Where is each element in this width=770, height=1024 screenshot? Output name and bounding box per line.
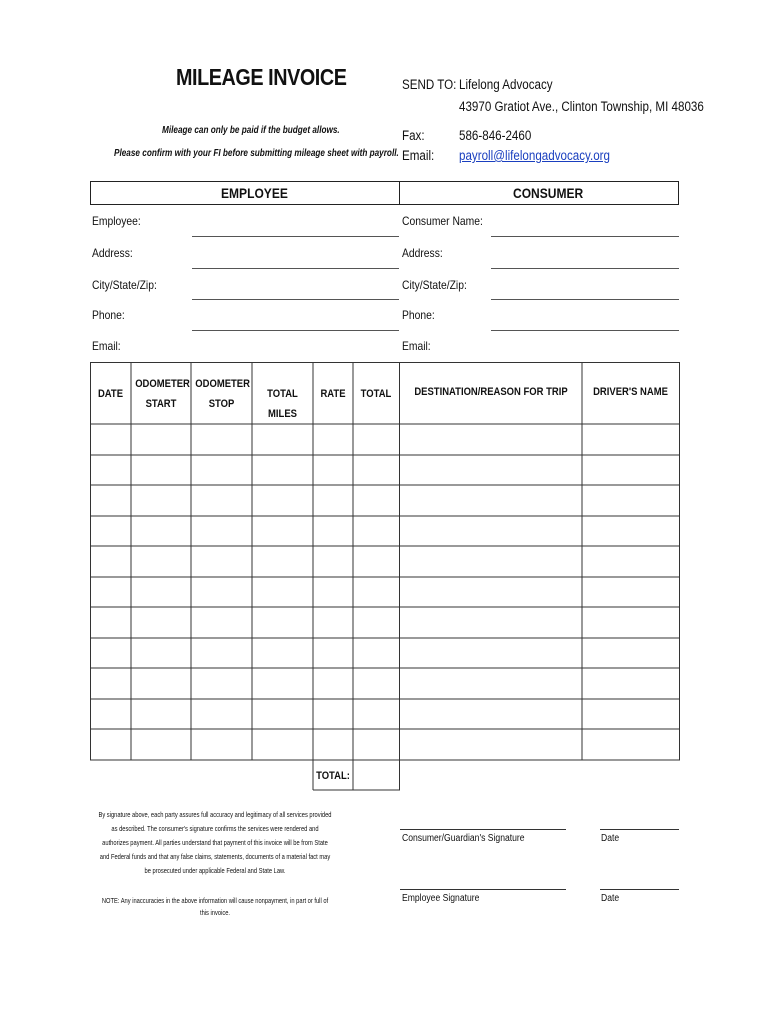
col-odometer-start-1: ODOMETER (135, 378, 190, 390)
fax-label: Fax: (402, 128, 425, 143)
attestation-line-5: be prosecuted under applicable Federal and State Law. (144, 866, 286, 875)
consumer-date-label: Date (601, 833, 620, 844)
col-destination: DESTINATION/REASON FOR TRIP (414, 386, 568, 398)
consumer-date-line[interactable] (600, 829, 679, 830)
consumer-city-label: City/State/Zip: (402, 278, 467, 292)
confirm-note: Please confirm with your FI before submitting mileage sheet with payroll. (114, 148, 399, 159)
section-divider (399, 181, 400, 205)
email-link[interactable]: payroll@lifelongadvocacy.org (459, 148, 610, 163)
total-value-field[interactable] (353, 760, 399, 790)
col-total-miles: TOTAL MILES (267, 388, 298, 420)
col-date: DATE (97, 388, 124, 400)
col-odometer-stop-1: ODOMETER (195, 378, 250, 390)
col-drivers-name: DRIVER'S NAME (593, 386, 668, 398)
section-header-bar (90, 181, 679, 205)
attestation-line-4: and Federal funds and that any false claims, statements, documents of a material fact may (99, 852, 331, 861)
mileage-table-lines (90, 362, 680, 792)
employee-section-title: EMPLOYEE (221, 185, 288, 201)
col-odometer-start-2: START (145, 398, 177, 410)
employee-date-line[interactable] (600, 889, 679, 890)
employee-address-field[interactable] (192, 268, 399, 269)
employee-email-label: Email: (92, 339, 121, 353)
employee-phone-label: Phone: (92, 308, 125, 322)
employee-address-label: Address: (92, 246, 133, 260)
consumer-phone-label: Phone: (402, 308, 435, 322)
employee-name-field[interactable] (192, 236, 399, 237)
col-total: TOTAL (360, 388, 392, 400)
employee-date-label: Date (601, 893, 620, 904)
employee-phone-field[interactable] (192, 330, 399, 331)
consumer-phone-field[interactable] (491, 330, 679, 331)
employee-signature-label: Employee Signature (402, 893, 480, 904)
note-line-2: this invoice. (199, 908, 231, 917)
consumer-name-field[interactable] (491, 236, 679, 237)
employee-name-label: Employee: (92, 214, 141, 228)
employee-signature-line[interactable] (400, 889, 566, 890)
consumer-name-label: Consumer Name: (402, 214, 483, 228)
mileage-table (90, 362, 680, 792)
attestation-line-2: as described. The consumer's signature confirms the services were rendered and (111, 824, 319, 833)
consumer-city-field[interactable] (491, 299, 679, 300)
email-label: Email: (402, 148, 435, 163)
fax-number: 586-846-2460 (459, 128, 532, 143)
consumer-address-label: Address: (402, 246, 443, 260)
col-rate: RATE (320, 388, 346, 400)
note-line-1: NOTE: Any inaccuracies in the above information will cause nonpayment, in part or full of (101, 896, 329, 905)
send-to-label: SEND TO: (402, 77, 457, 92)
consumer-signature-line[interactable] (400, 829, 566, 830)
consumer-signature-label: Consumer/Guardian's Signature (402, 833, 525, 844)
attestation-line-3: authorizes payment. All parties understand that payment of this invoice will be from State (102, 838, 328, 847)
send-to-address: 43970 Gratiot Ave., Clinton Township, MI 48036 (459, 99, 704, 114)
consumer-section-title: CONSUMER (513, 185, 584, 201)
page-title: MILEAGE INVOICE (176, 64, 347, 90)
employee-city-field[interactable] (192, 299, 399, 300)
employee-city-label: City/State/Zip: (92, 278, 157, 292)
col-odometer-stop-2: STOP (208, 398, 235, 410)
send-to-org: Lifelong Advocacy (459, 77, 553, 92)
consumer-email-label: Email: (402, 339, 431, 353)
attestation-line-1: By signature above, each party assures full accuracy and legitimacy of all services provided (98, 810, 332, 819)
budget-note: Mileage can only be paid if the budget allows. (162, 125, 340, 136)
consumer-address-field[interactable] (491, 268, 679, 269)
total-label: TOTAL: (316, 770, 350, 782)
